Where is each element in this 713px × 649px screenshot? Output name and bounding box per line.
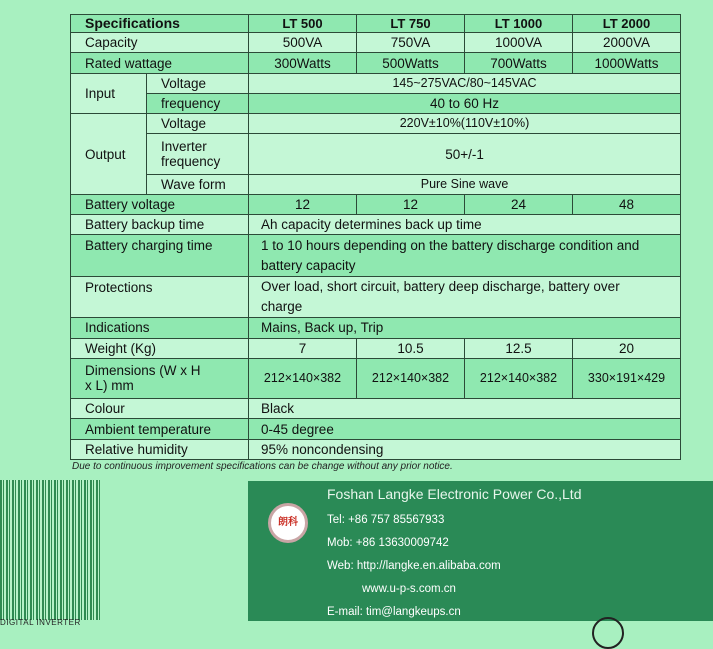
ambient-temperature-row bbox=[71, 419, 681, 439]
wave-form-value: Pure Sine wave bbox=[249, 174, 681, 194]
battery-backup-value: Ah capacity determines back up time bbox=[249, 215, 681, 235]
dimensions-value: 212×140×382 bbox=[249, 358, 357, 398]
barcode-graphic bbox=[0, 480, 100, 620]
header-row bbox=[71, 15, 681, 33]
rated-wattage-label: Rated wattage bbox=[71, 53, 249, 73]
wave-form-row bbox=[71, 174, 681, 194]
header-lt500: LT 500 bbox=[249, 15, 357, 33]
battery-voltage-value: 12 bbox=[357, 194, 465, 214]
rated-wattage-value: 1000Watts bbox=[573, 53, 681, 73]
mob-line: Mob: +86 13630009742 bbox=[327, 537, 449, 549]
email-link[interactable]: E-mail: tim@langkeups.cn bbox=[327, 606, 461, 618]
web-link[interactable]: Web: http://langke.en.alibaba.com bbox=[327, 560, 501, 572]
dimensions-value: 330×191×429 bbox=[573, 358, 681, 398]
weight-value: 20 bbox=[573, 338, 681, 358]
battery-charging-label: Battery charging time bbox=[71, 235, 249, 276]
colour-value: Black bbox=[249, 399, 681, 419]
dimensions-value: 212×140×382 bbox=[357, 358, 465, 398]
inverter-frequency-label: Inverter frequency bbox=[147, 134, 249, 174]
output-label: Output bbox=[71, 114, 147, 195]
capacity-label: Capacity bbox=[71, 33, 249, 53]
header-lt2000: LT 2000 bbox=[573, 15, 681, 33]
output-voltage-row bbox=[71, 114, 681, 134]
weight-value: 10.5 bbox=[357, 338, 465, 358]
input-voltage-row bbox=[71, 73, 681, 93]
indications-label: Indications bbox=[71, 318, 249, 338]
inverter-frequency-value: 50+/-1 bbox=[249, 134, 681, 174]
battery-voltage-value: 12 bbox=[249, 194, 357, 214]
capacity-value: 500VA bbox=[249, 33, 357, 53]
rated-wattage-row bbox=[71, 53, 681, 73]
weight-value: 12.5 bbox=[465, 338, 573, 358]
logo-text: 朗科 bbox=[278, 517, 298, 528]
decorative-circle bbox=[592, 617, 624, 649]
barcode-caption: DIGITAL INVERTER bbox=[0, 618, 81, 627]
battery-backup-label: Battery backup time bbox=[71, 215, 249, 235]
battery-charging-value: 1 to 10 hours depending on the battery discharge condition and battery capacity bbox=[249, 235, 681, 276]
relative-humidity-label: Relative humidity bbox=[71, 439, 249, 459]
capacity-row bbox=[71, 33, 681, 53]
battery-backup-row bbox=[71, 215, 681, 235]
protections-label: Protections bbox=[71, 276, 249, 317]
indications-value: Mains, Back up, Trip bbox=[249, 318, 681, 338]
input-voltage-label: Voltage bbox=[147, 73, 249, 93]
dimensions-label: Dimensions (W x H x L) mm bbox=[71, 358, 249, 398]
spec-table bbox=[70, 14, 681, 460]
battery-voltage-value: 24 bbox=[465, 194, 573, 214]
contact-panel bbox=[248, 481, 713, 621]
weight-label: Weight (Kg) bbox=[71, 338, 249, 358]
relative-humidity-value: 95% noncondensing bbox=[249, 439, 681, 459]
capacity-value: 750VA bbox=[357, 33, 465, 53]
dimensions-row bbox=[71, 358, 681, 398]
capacity-value: 1000VA bbox=[465, 33, 573, 53]
inverter-frequency-row bbox=[71, 134, 681, 174]
disclaimer-note: Due to continuous improvement specifications can be change without any prior notice. bbox=[72, 461, 453, 472]
tel-line: Tel: +86 757 85567933 bbox=[327, 514, 445, 526]
rated-wattage-value: 700Watts bbox=[465, 53, 573, 73]
battery-voltage-label: Battery voltage bbox=[71, 194, 249, 214]
input-frequency-value: 40 to 60 Hz bbox=[249, 93, 681, 113]
company-logo bbox=[268, 503, 308, 543]
colour-row bbox=[71, 399, 681, 419]
ambient-temperature-value: 0-45 degree bbox=[249, 419, 681, 439]
protections-row bbox=[71, 276, 681, 317]
header-specifications: Specifications bbox=[71, 15, 249, 33]
rated-wattage-value: 500Watts bbox=[357, 53, 465, 73]
battery-charging-row bbox=[71, 235, 681, 276]
header-lt1000: LT 1000 bbox=[465, 15, 573, 33]
relative-humidity-row bbox=[71, 439, 681, 459]
capacity-value: 2000VA bbox=[573, 33, 681, 53]
protections-value: Over load, short circuit, battery deep discharge, battery over charge bbox=[249, 276, 681, 317]
header-lt750: LT 750 bbox=[357, 15, 465, 33]
battery-voltage-value: 48 bbox=[573, 194, 681, 214]
weight-value: 7 bbox=[249, 338, 357, 358]
wave-form-label: Wave form bbox=[147, 174, 249, 194]
company-name: Foshan Langke Electronic Power Co.,Ltd bbox=[327, 486, 582, 502]
web-link-2[interactable]: www.u-p-s.com.cn bbox=[362, 583, 456, 595]
input-frequency-label: frequency bbox=[147, 93, 249, 113]
output-voltage-label: Voltage bbox=[147, 114, 249, 134]
dimensions-value: 212×140×382 bbox=[465, 358, 573, 398]
indications-row bbox=[71, 318, 681, 338]
rated-wattage-value: 300Watts bbox=[249, 53, 357, 73]
input-label: Input bbox=[71, 73, 147, 113]
input-voltage-value: 145~275VAC/80~145VAC bbox=[249, 73, 681, 93]
input-frequency-row bbox=[71, 93, 681, 113]
output-voltage-value: 220V±10%(110V±10%) bbox=[249, 114, 681, 134]
colour-label: Colour bbox=[71, 399, 249, 419]
battery-voltage-row bbox=[71, 194, 681, 214]
weight-row bbox=[71, 338, 681, 358]
ambient-temperature-label: Ambient temperature bbox=[71, 419, 249, 439]
